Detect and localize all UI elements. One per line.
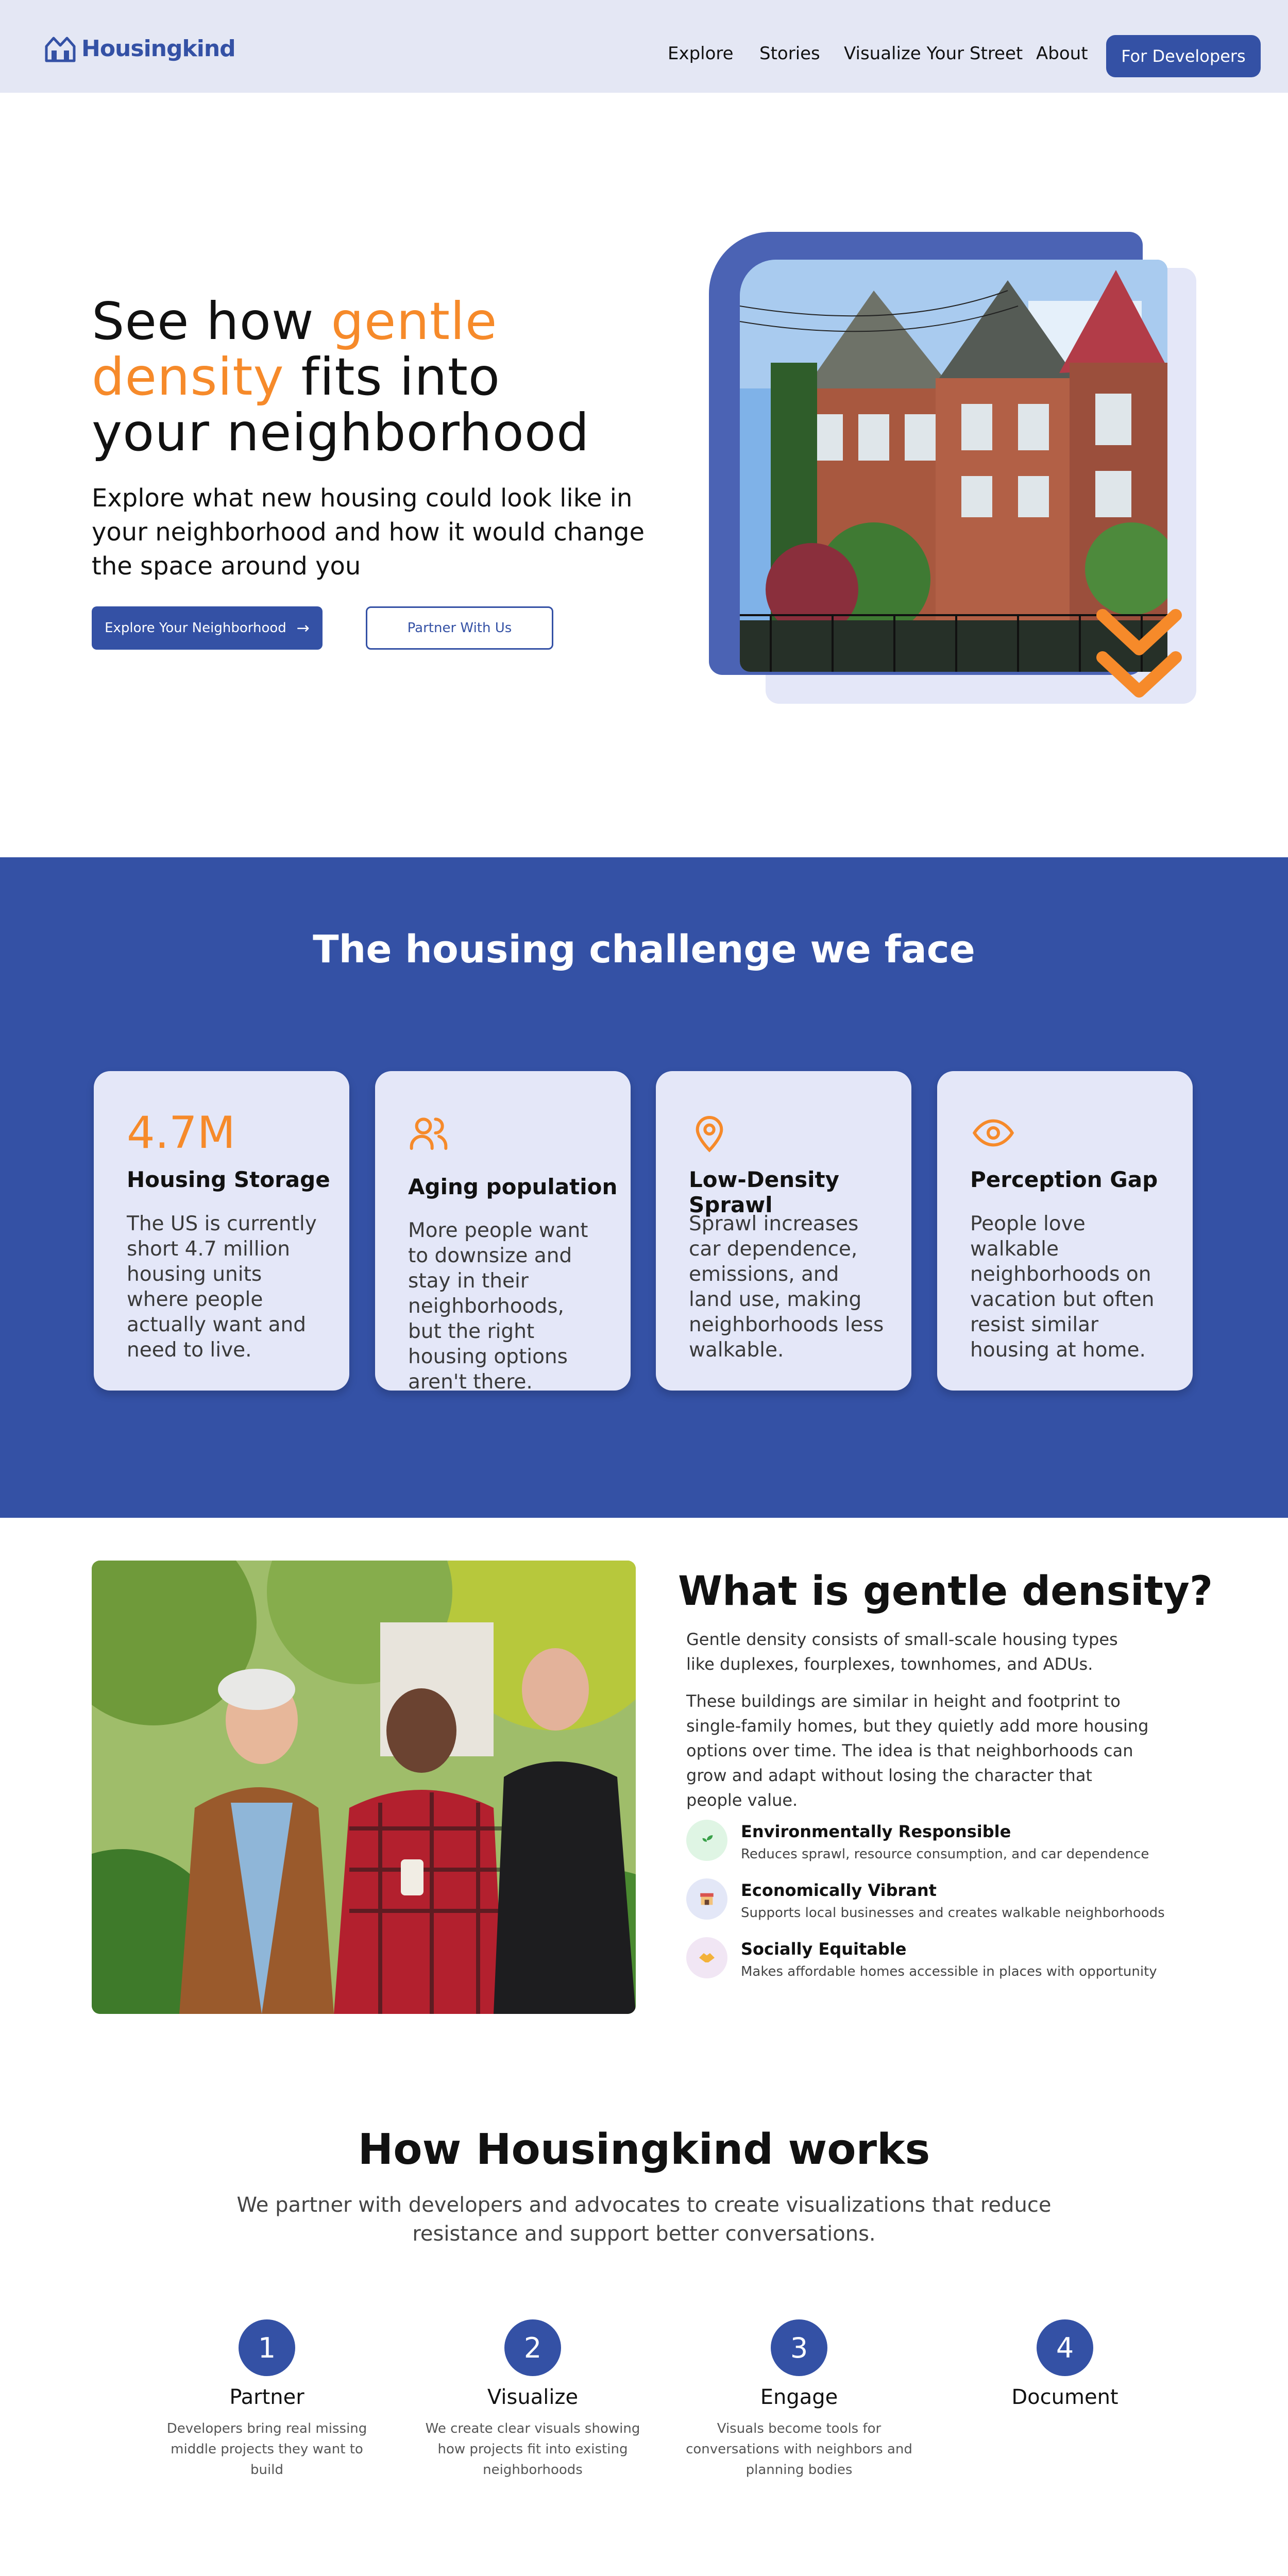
- button-label: Explore Your Neighborhood: [105, 620, 286, 636]
- card-title: Housing Storage: [127, 1167, 330, 1192]
- gentle-density-paragraph: These buildings are similar in height and footprint to single-family homes, but they quietly add more housing options over time. The idea is that neighborhoods can grow and adapt without losing the character that people value.: [686, 1691, 1149, 1810]
- step-title: Visualize: [487, 2385, 579, 2409]
- neighbors-photo: [92, 1561, 636, 2014]
- card-text: People love walkable neighborhoods on vacation but often resist similar housing at home.: [970, 1212, 1155, 1362]
- card-title: Perception Gap: [970, 1167, 1158, 1192]
- explore-neighborhood-button[interactable]: [92, 606, 323, 650]
- hero-title-part: fits into: [284, 347, 501, 407]
- card-text: Sprawl increases car dependence, emissions, and land use, making neighborhoods less walkable.: [689, 1212, 884, 1362]
- challenge-card: [656, 1071, 911, 1391]
- challenge-card: [937, 1071, 1193, 1391]
- step-text: Developers bring real missing middle projects they want to build: [166, 2421, 367, 2478]
- hero-title: [92, 291, 658, 463]
- users-icon: [408, 1112, 449, 1154]
- card-text: The US is currently short 4.7 million housing units where people actually want and need to live.: [127, 1212, 317, 1362]
- step-number: 3: [771, 2319, 827, 2376]
- hero-title-part: See how: [92, 291, 331, 351]
- handshake-icon: [686, 1937, 727, 1978]
- challenge-title: The housing challenge we face: [313, 927, 975, 972]
- brand-logo[interactable]: [44, 34, 235, 63]
- step-number: 1: [239, 2319, 295, 2376]
- card-title: Aging population: [408, 1174, 618, 1199]
- house-logo-icon: [44, 34, 76, 63]
- stat-value: 4.7M: [127, 1107, 235, 1159]
- hero-title-highlight: gentle: [331, 291, 498, 351]
- map-pin-icon: [689, 1112, 730, 1154]
- step-title: Partner: [229, 2385, 304, 2409]
- step-text: Visuals become tools for conversations with neighbors and planning bodies: [686, 2421, 912, 2478]
- feature-text: Makes affordable homes accessible in places with opportunity: [741, 1964, 1157, 1979]
- hero-title-highlight: density: [92, 347, 284, 407]
- neighbors-illustration: [92, 1561, 636, 2014]
- seedling-icon: [686, 1820, 727, 1861]
- eye-icon: [970, 1112, 1016, 1154]
- step-title: Document: [1011, 2385, 1118, 2409]
- partner-with-us-button[interactable]: Partner With Us: [366, 606, 553, 650]
- nav-stories[interactable]: Stories: [759, 43, 820, 64]
- gentle-density-paragraph: Gentle density consists of small-scale housing types like duplexes, fourplexes, townhomes, and ADUs.: [686, 1630, 1118, 1674]
- feature-title: Environmentally Responsible: [741, 1822, 1011, 1841]
- store-icon: [686, 1878, 727, 1920]
- step-number: 4: [1037, 2319, 1093, 2376]
- hero-title-part: your neighborhood: [92, 402, 590, 463]
- gentle-density-title: What is gentle density?: [678, 1568, 1213, 1615]
- step-title: Engage: [760, 2385, 838, 2409]
- step-text: We create clear visuals showing how projects fit into existing neighborhoods: [425, 2421, 640, 2478]
- card-text: More people want to downsize and stay in their neighborhoods, but the right housing options aren't there.: [408, 1219, 588, 1394]
- hero-subtitle: Explore what new housing could look like in your neighborhood and how it would change the space around you: [92, 484, 645, 581]
- challenge-card: [375, 1071, 631, 1394]
- how-it-works-title: How Housingkind works: [358, 2125, 930, 2174]
- chevron-down-decoration-icon: [1095, 608, 1183, 706]
- nav-explore[interactable]: Explore: [668, 43, 734, 64]
- nav-visualize-your-street[interactable]: Visualize Your Street: [844, 43, 1023, 64]
- brand-name: Housingkind: [81, 35, 235, 62]
- feature-text: Reduces sprawl, resource consumption, and car dependence: [741, 1846, 1149, 1862]
- how-it-works-subtitle: We partner with developers and advocates to create visualizations that reduce resistance and support better conversations.: [236, 2193, 1052, 2246]
- feature-text: Supports local businesses and creates walkable neighborhoods: [741, 1905, 1165, 1921]
- nav-about[interactable]: About: [1036, 43, 1088, 64]
- step-number: 2: [504, 2319, 561, 2376]
- for-developers-button[interactable]: For Developers: [1106, 35, 1261, 77]
- feature-title: Socially Equitable: [741, 1939, 907, 1959]
- site-header: [0, 0, 1288, 93]
- card-title: Low-Density Sprawl: [689, 1167, 839, 1217]
- challenge-card: [94, 1071, 349, 1391]
- feature-title: Economically Vibrant: [741, 1880, 937, 1900]
- arrow-right-icon: →: [296, 619, 310, 637]
